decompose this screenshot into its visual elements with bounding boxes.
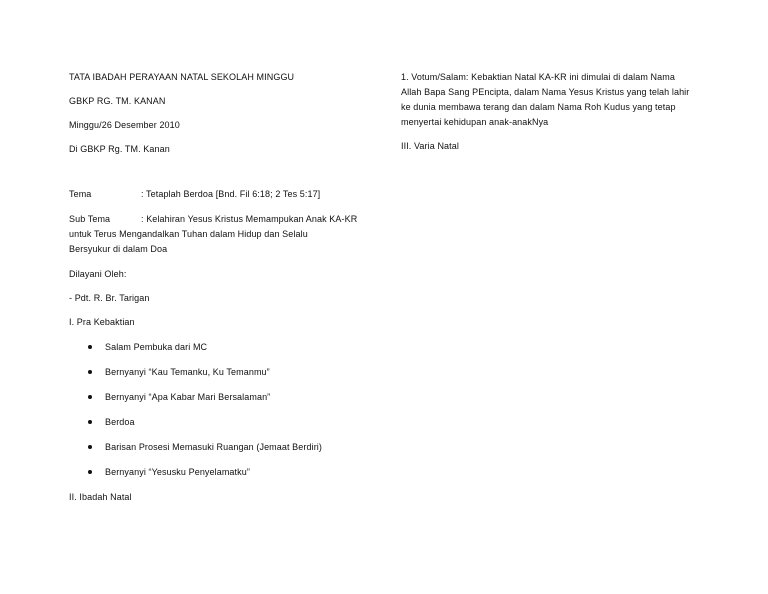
tema-value: : Tetaplah Berdoa [Bnd. Fil 6:18; 2 Tes 5:17]: [141, 189, 321, 199]
votum-line-4: menyertai kehidupan anak-anakNya: [401, 117, 549, 127]
document-title: TATA IBADAH PERAYAAN NATAL SEKOLAH MINGGU: [69, 72, 295, 82]
section-ibadah-natal: II. Ibadah Natal: [69, 492, 132, 502]
votum-line-3: ke dunia membawa terang dan dalam Nama Roh Kudus yang tetap: [401, 102, 676, 112]
section-pra-kebaktian: I. Pra Kebaktian: [69, 317, 135, 327]
votum-line-2: Allah Bapa Sang PEncipta, dalam Nama Yesus Kristus yang telah lahir: [401, 87, 690, 97]
pelayan-name: - Pdt. R. Br. Tarigan: [69, 293, 150, 303]
tema-label: Tema: [69, 189, 92, 199]
list-item: Berdoa: [69, 416, 359, 428]
subtema-line-3: Bersyukur di dalam Doa: [69, 244, 168, 254]
dilayani-label: Dilayani Oleh:: [69, 269, 127, 279]
list-item: Salam Pembuka dari MC: [69, 341, 359, 353]
bullet-icon: [88, 345, 92, 349]
list-item: Barisan Prosesi Memasuki Ruangan (Jemaat Berdiri): [69, 441, 359, 453]
section-varia-natal: III. Varia Natal: [401, 141, 459, 151]
bullet-icon: [88, 470, 92, 474]
votum-line-1: 1. Votum/Salam: Kebaktian Natal KA-KR ini dimulai di dalam Nama: [401, 72, 675, 82]
left-column: [69, 71, 359, 503]
bullet-icon: [88, 420, 92, 424]
right-column: [401, 71, 706, 152]
list-item: Bernyanyi “Yesusku Penyelamatku”: [69, 466, 359, 478]
bullet-icon: [88, 370, 92, 374]
tema-row: [69, 188, 359, 200]
bullet-icon: [88, 395, 92, 399]
bullet-icon: [88, 445, 92, 449]
pra-kebaktian-list: [69, 341, 359, 478]
service-place: Di GBKP Rg. TM. Kanan: [69, 144, 170, 154]
subtema-line-1: : Kelahiran Yesus Kristus Memampukan Anak KA-KR: [141, 214, 358, 224]
subtema-line-2: untuk Terus Mengandalkan Tuhan dalam Hidup dan Selalu: [69, 229, 308, 239]
church-name: GBKP RG. TM. KANAN: [69, 96, 166, 106]
subtema-label: Sub Tema: [69, 214, 111, 224]
subtema-block: [69, 213, 359, 255]
list-item: Bernyanyi “Apa Kabar Mari Bersalaman”: [69, 391, 359, 403]
service-date: Minggu/26 Desember 2010: [69, 120, 180, 130]
list-item: Bernyanyi “Kau Temanku, Ku Temanmu”: [69, 366, 359, 378]
